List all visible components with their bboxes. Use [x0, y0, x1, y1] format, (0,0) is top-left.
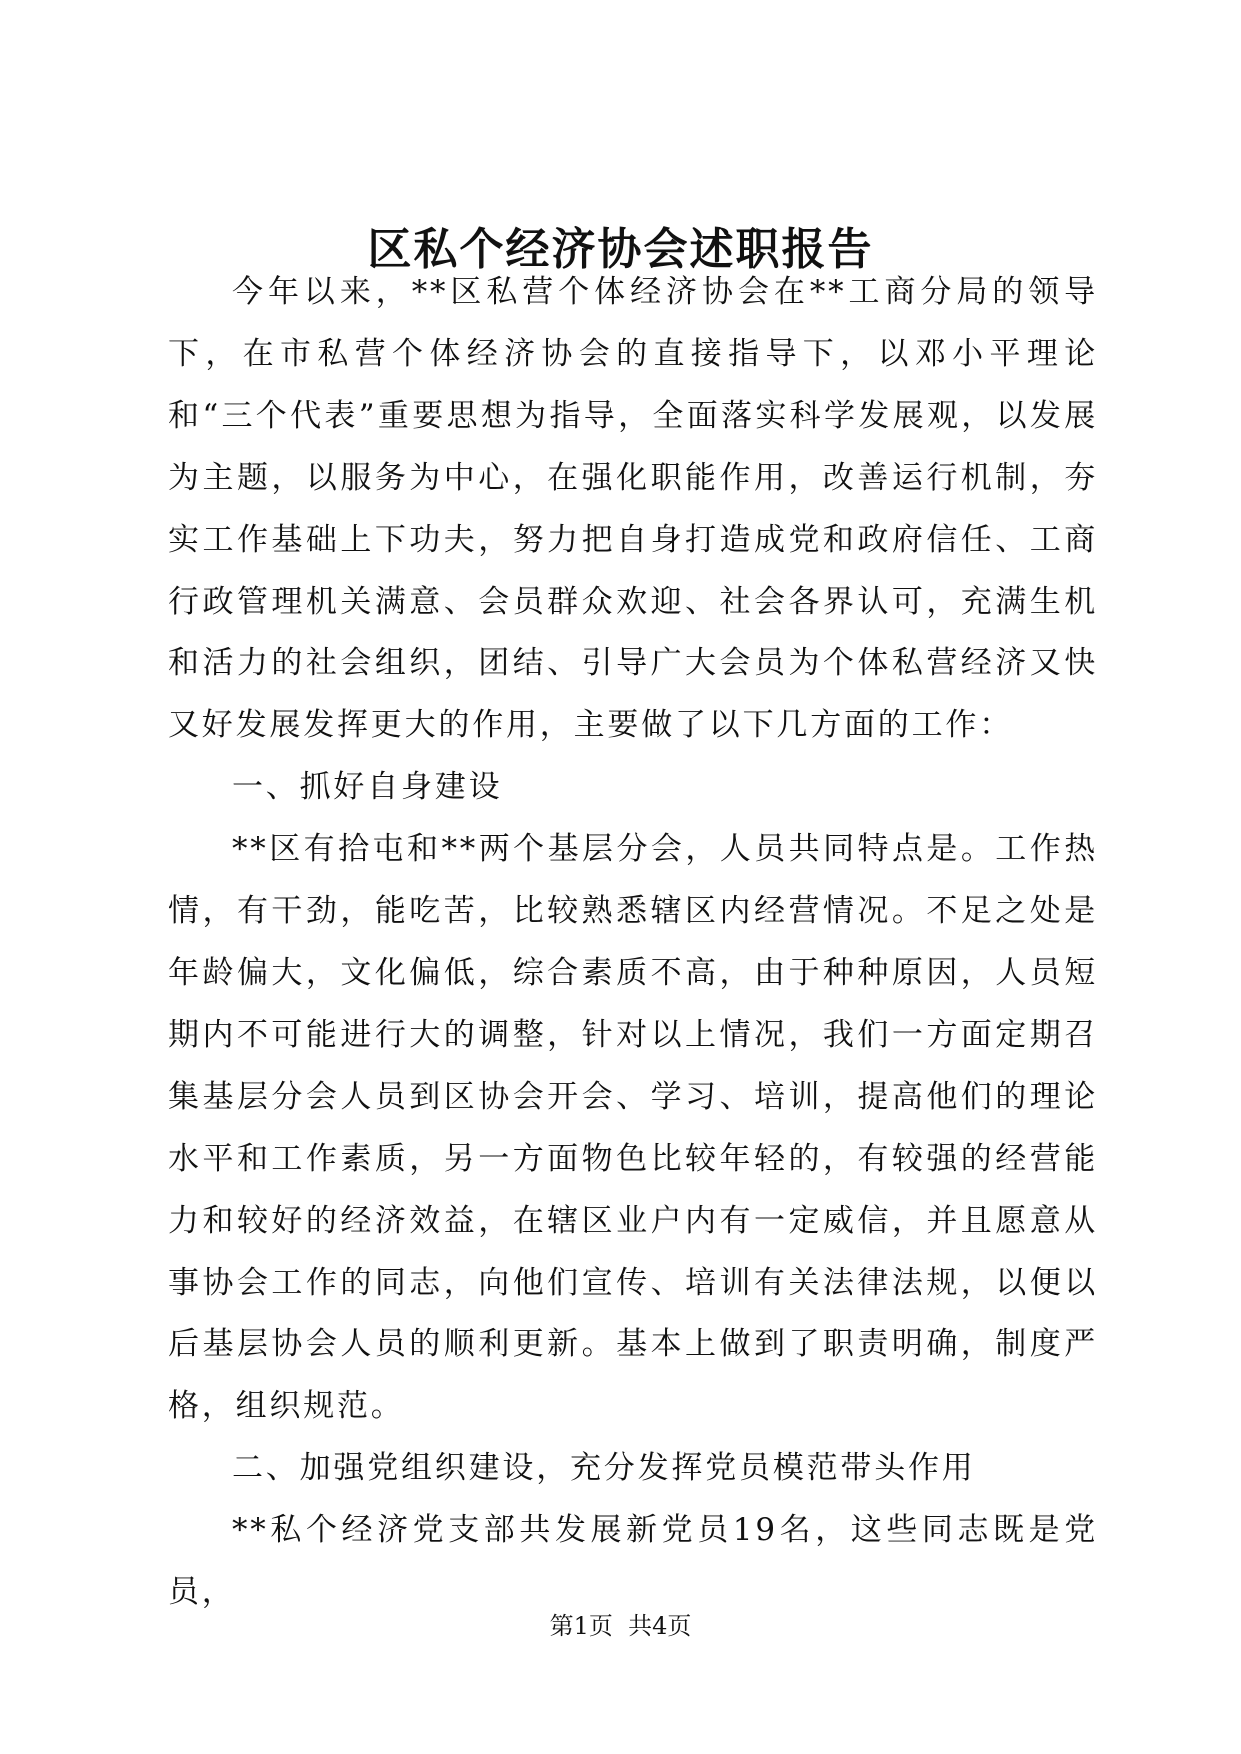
page-label-suffix: 页	[667, 1612, 692, 1640]
section-heading-1: 一、抓好自身建设	[232, 769, 503, 806]
current-page-number: 1	[573, 1612, 589, 1640]
document-title: 区私个经济协会述职报告	[367, 224, 874, 275]
page-label-mid: 页 共	[588, 1612, 653, 1640]
page-label-prefix: 第	[549, 1612, 574, 1640]
total-pages-number: 4	[652, 1612, 668, 1640]
section-heading-2: 二、加强党组织建设，充分发挥党员模范带头作用	[232, 1450, 976, 1487]
paragraph-intro: 今年以来，**区私营个体经济协会在**工商分局的领导下，在市私营个体经济协会的直接指导下，以邓小平理论和“三个代表”重要思想为指导，全面落实科学发展观，以发展为主题，以服务为中心，在强化职能作用，改善运行机制，夯实工作基础上下功夫，努力把自身打造成党和政府信任、工商行政管理机关满意、会员群众欢迎、社会各界认可，充满生机和活力的社会组织，团结、引导广大会员为个体私营经济又快又好发展发挥更大的作用，主要做了以下几方面的工作：	[168, 274, 1098, 744]
paragraph-section-2: **私个经济党支部共发展新党员19名，这些同志既是党员，	[168, 1512, 1098, 1611]
document-body	[168, 262, 1098, 1624]
paragraph-section-1: **区有拾屯和**两个基层分会，人员共同特点是。工作热情，有干劲，能吃苦，比较熟悉辖区内经营情况。不足之处是年龄偏大，文化偏低，综合素质不高，由于种种原因，人员短期内不可能进行大的调整，针对以上情况，我们一方面定期召集基层分会人员到区协会开会、学习、培训，提高他们的理论水平和工作素质，另一方面物色比较年轻的，有较强的经营能力和较好的经济效益，在辖区业户内有一定威信，并且愿意从事协会工作的同志，向他们宣传、培训有关法律法规，以便以后基层协会人员的顺利更新。基本上做到了职责明确，制度严格，组织规范。	[168, 831, 1098, 1425]
page-footer	[0, 1610, 1241, 1642]
